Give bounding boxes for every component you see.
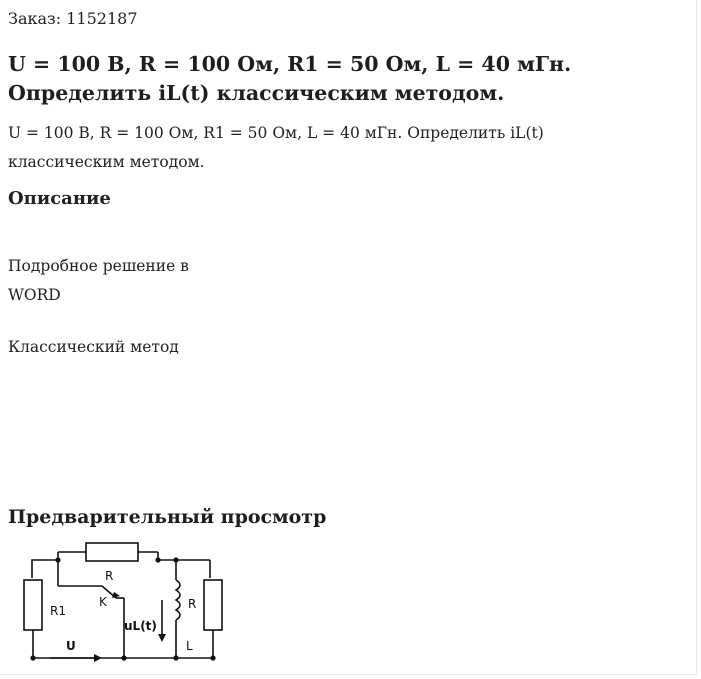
circuit-label-ul: uL(t) xyxy=(124,619,157,633)
description-line-1: Подробное решение в xyxy=(8,257,189,275)
description-line-2: WORD xyxy=(8,286,61,304)
description-heading: Описание xyxy=(8,188,111,209)
task-description: U = 100 В, R = 100 Ом, R1 = 50 Ом, L = 40 мГн. Определить iL(t) классическим методом. xyxy=(8,124,544,171)
circuit-label-l: L xyxy=(186,639,193,653)
circuit-label-r1: R1 xyxy=(50,604,66,618)
circuit-label-u: U xyxy=(66,639,76,653)
page-title: U = 100 В, R = 100 Ом, R1 = 50 Ом, L = 40 мГн. Определить iL(t) классическим методом. xyxy=(8,52,572,105)
order-number: Заказ: 1152187 xyxy=(8,9,138,28)
circuit-diagram[interactable] xyxy=(10,538,242,668)
description-body xyxy=(8,252,268,310)
preview-heading: Предварительный просмотр xyxy=(8,506,327,528)
method-text: Классический метод xyxy=(8,338,179,356)
circuit-label-k: K xyxy=(99,595,107,609)
circuit-label-r-top: R xyxy=(105,569,114,583)
circuit-label-r-right: R xyxy=(188,597,197,611)
